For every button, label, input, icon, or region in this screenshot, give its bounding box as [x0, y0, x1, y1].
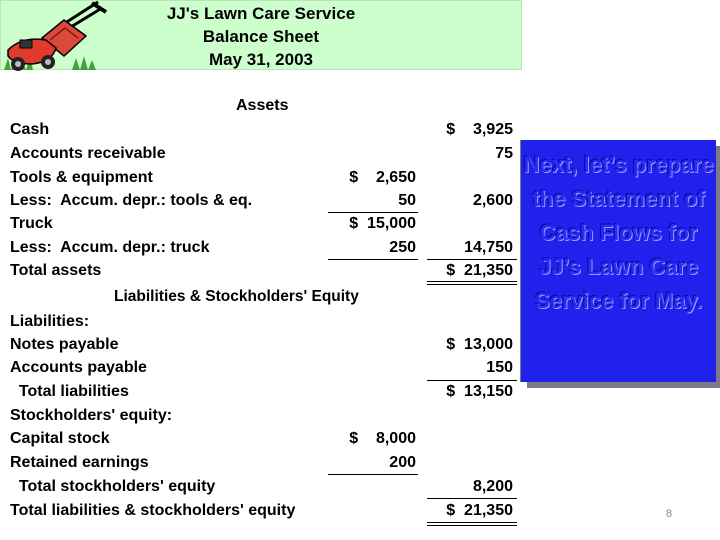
- rule-liabilities: [427, 380, 517, 381]
- notes-payable-label: Notes payable: [10, 336, 119, 353]
- net-truck-amount: 14,750: [464, 239, 513, 256]
- accounts-receivable-label: Accounts receivable: [10, 145, 166, 162]
- liabilities-equity-heading: Liabilities & Stockholders' Equity: [114, 288, 359, 305]
- capital-stock-amount: $ 8,000: [349, 430, 416, 447]
- company-name: JJ's Lawn Care Service: [166, 4, 356, 23]
- statement-date: May 31, 2003: [209, 50, 313, 69]
- retained-earnings-label: Retained earnings: [10, 454, 149, 471]
- total-liabilities-equity-amount: $ 21,350: [446, 502, 513, 519]
- total-assets-amount: $ 21,350: [446, 262, 513, 279]
- total-liabilities-label: Total liabilities: [10, 383, 129, 400]
- rule-truck: [328, 259, 418, 260]
- accounts-receivable-amount: 75: [495, 145, 513, 162]
- less-depr-tools-label: Less: Accum. depr.: tools & eq.: [10, 192, 253, 209]
- rule-total-assets-1: [427, 281, 517, 282]
- total-stockholders-equity-label: Total stockholders' equity: [10, 478, 216, 495]
- total-liabilities-amount: $ 13,150: [446, 383, 513, 400]
- retained-earnings-amount: 200: [389, 454, 416, 471]
- stockholders-equity-label: Stockholders' equity:: [10, 407, 173, 424]
- rule-equity: [328, 474, 418, 475]
- truck-label: Truck: [10, 215, 53, 232]
- less-depr-truck-label: Less: Accum. depr.: truck: [10, 239, 210, 256]
- cash-amount: $ 3,925: [446, 121, 513, 138]
- assets-heading: Assets: [236, 97, 289, 114]
- total-liabilities-equity-label: Total liabilities & stockholders' equity: [10, 502, 296, 519]
- rule-total-assets-2: [427, 284, 517, 285]
- depr-truck-amount: 250: [389, 239, 416, 256]
- tools-equipment-label: Tools & equipment: [10, 169, 153, 186]
- cash-label: Cash: [10, 121, 50, 138]
- depr-tools-amount: 50: [398, 192, 416, 209]
- rule-grand-total-1: [427, 522, 517, 523]
- net-tools-amount: 2,600: [472, 192, 513, 209]
- accounts-payable-label: Accounts payable: [10, 359, 147, 376]
- total-assets-label: Total assets: [10, 262, 102, 279]
- statement-title: Balance Sheet: [202, 27, 320, 46]
- tools-equipment-amount: $ 2,650: [349, 169, 416, 186]
- rule-assets-col: [427, 259, 517, 260]
- rule-equity-total: [427, 498, 517, 499]
- lawn-mower-icon: [2, 0, 112, 80]
- capital-stock-label: Capital stock: [10, 430, 110, 447]
- truck-amount: $ 15,000: [349, 215, 416, 232]
- total-stockholders-equity-amount: 8,200: [472, 478, 513, 495]
- page-number: 8: [666, 508, 673, 520]
- accounts-payable-amount: 150: [486, 359, 513, 376]
- callout-box: [521, 140, 716, 382]
- liabilities-label: Liabilities:: [10, 313, 90, 330]
- callout-text: Next, let’s prepare the Statement of Cash Flows for JJ’s Lawn Care Service for May.: [523, 152, 714, 313]
- rule-tools: [328, 212, 418, 213]
- notes-payable-amount: $ 13,000: [446, 336, 513, 353]
- rule-grand-total-2: [427, 525, 517, 526]
